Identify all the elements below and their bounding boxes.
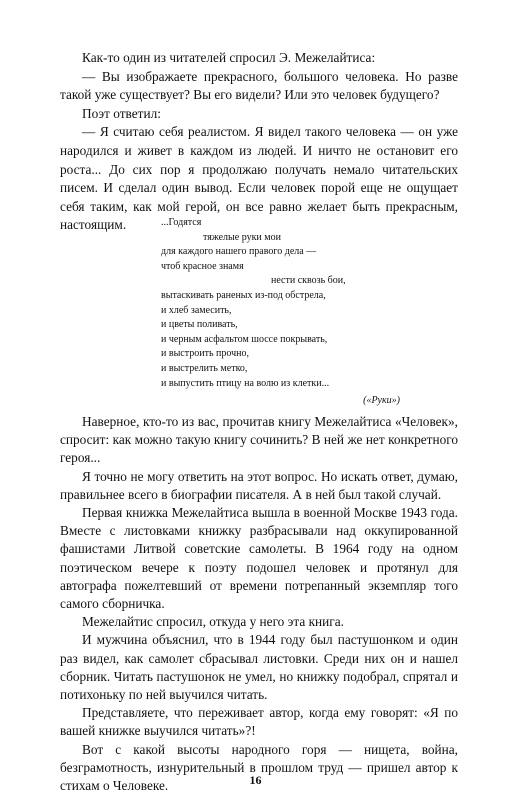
poem-line: ...Годятся [161, 217, 202, 228]
poem-line: вытаскивать раненых из-под обстрела, [161, 289, 326, 301]
poem-quote [161, 216, 401, 409]
poem-line: и хлеб замесить, [161, 304, 232, 316]
poem-line: тяжелые руки мои [203, 231, 281, 243]
paragraph: Я точно не могу ответить на этот вопрос. Но искать ответ, думаю, правильнее всего в биографии писателя. А в ней был такой случай. [60, 468, 458, 502]
paragraph: Наверное, кто-то из вас, прочитав книгу Межелайтиса «Человек», спросит: как можно такую книгу сочинить? В ней же нет конкретного героя... [60, 414, 458, 466]
poem-line: и выстроить прочно, [161, 348, 249, 360]
poem-line: нести сквозь бои, [271, 275, 346, 287]
paragraph: Вот с какой высоты народного горя — нищета, война, безграмотность, изнурительный в прошлом труд — пришел автор к стихам о Человеке. [60, 741, 458, 794]
poem-line: и выпустить птицу на волю из клетки... [161, 377, 330, 389]
paragraph: Как-то один из читателей спросил Э. Межелайтиса: [82, 50, 376, 65]
intro-text [60, 49, 458, 235]
paragraph: Межелайтис спросил, откуда у него эта книга. [82, 614, 344, 630]
paragraph: — Вы изображаете прекрасного, большого человека. Но разве такой уже существует? Вы его видели? Или это человек будущего? [60, 68, 458, 103]
poem-line: и выстрелить метко, [161, 362, 248, 374]
poem-line: для каждого нашего правого дела — [161, 246, 317, 258]
main-text [60, 413, 458, 795]
poem-line: чтоб красное знамя [161, 260, 244, 272]
paragraph: — Я считаю себя реалистом. Я видел такого человека — он уже народился и живет в каждом из людей. И ничто не остановит его роста... До сих пор я продолжаю получать немало читательских писем. И сделал один вывод. Если человек порой еще не ощущает себя таким, как мой герой, он все равно желает быть прекрасным, настоящим. [60, 124, 458, 233]
poem-source: («Руки») [363, 395, 400, 407]
paragraph: Представляете, что переживает автор, когда ему говорят: «Я по вашей книжке выучился читать»?! [60, 705, 458, 739]
paragraph: И мужчина объяснил, что в 1944 году был пастушонком и один раз видел, как самолет сбрасывал листовки. Среди них он и нашел сборник. Читать пастушонок не умел, но книжку подобрал, спрятал и потихоньку по ней выучился читать. [60, 632, 458, 703]
poem-line: и черным асфальтом шоссе покрывать, [161, 333, 328, 345]
page-number: 16 [249, 773, 262, 787]
poem-line: и цветы поливать, [161, 319, 238, 331]
paragraph: Первая книжка Межелайтиса вышла в военной Москве 1943 года. Вместе с листовками книжку разбрасывали над оккупированной фашистами Литвой советские самолеты. В 1964 году на одном поэтическом вечере к поэту подошел человек и протянул для автографа пожелтевший от времени потрепанный экземпляр того самого сборничка. [60, 505, 458, 612]
paragraph: Поэт ответил: [82, 105, 161, 121]
